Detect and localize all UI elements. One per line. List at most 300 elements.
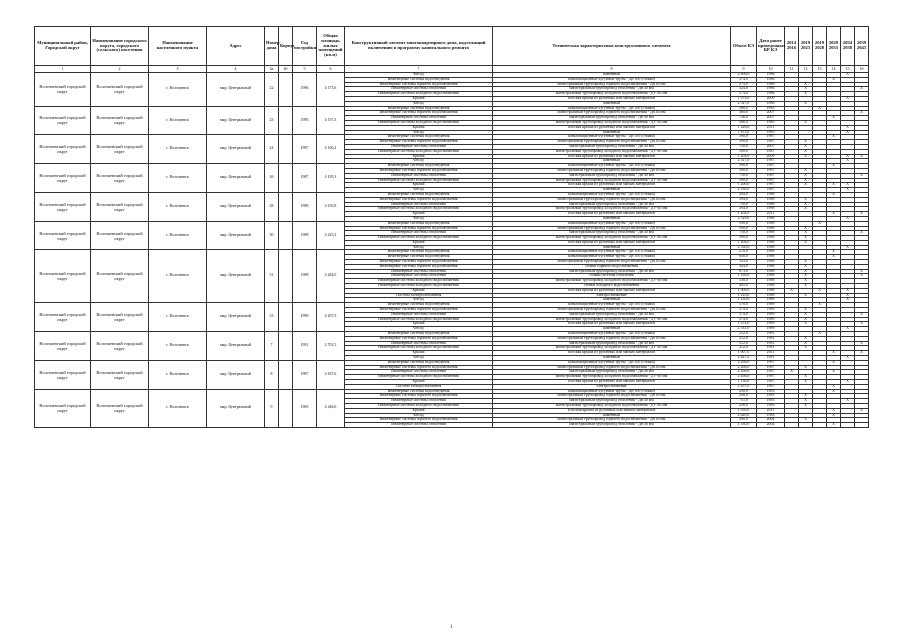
characteristic-cell: канализационные чугунные трубы - Дн 100 (стояки) bbox=[493, 164, 731, 169]
element-cell: Инженерные системы отопления bbox=[345, 116, 493, 121]
volume-cell: 512,0 bbox=[731, 341, 757, 346]
element-cell: Инженерные системы водоотведения bbox=[345, 77, 493, 82]
element-cell: Инженерные системы водоотведения bbox=[345, 192, 493, 197]
prior-repair-date-cell: 1988 bbox=[757, 231, 785, 236]
characteristic-cell: магистральный трубопровод отопления - Дн 40 мм bbox=[493, 399, 731, 404]
header-row bbox=[35, 27, 869, 66]
prior-repair-date-cell: 1987 bbox=[757, 188, 785, 193]
prior-repair-date-cell: 2009 bbox=[757, 96, 785, 101]
characteristic-cell: стояки горячего водоснабжения bbox=[493, 264, 731, 269]
volume-cell: 736,0 bbox=[731, 116, 757, 121]
characteristic-cell: магистральный трубопровод горячего водоснабжения - Дн 40 мм bbox=[493, 308, 731, 313]
characteristic-cell: магистральный трубопровод горячего водоснабжения - Дн 40 мм bbox=[493, 197, 731, 202]
volume-cell: 153,0 bbox=[731, 260, 757, 265]
volume-cell: 405,0 bbox=[731, 284, 757, 289]
element-cell: Инженерные системы водоотведения bbox=[345, 255, 493, 260]
volume-cell: 590,0 bbox=[731, 140, 757, 145]
prior-repair-date-cell: 1987 bbox=[757, 360, 785, 365]
period-2034-2038-cell: X bbox=[841, 298, 855, 303]
district-cell: Волочаевский городской округ bbox=[35, 360, 91, 389]
element-cell: Фасад bbox=[345, 73, 493, 78]
prior-repair-date-cell: 1983 bbox=[757, 403, 785, 408]
period-2019-2023-cell: X bbox=[799, 346, 813, 351]
column-number: 4 bbox=[207, 66, 265, 73]
document-page bbox=[34, 26, 868, 428]
period-2019-2023-cell: X bbox=[799, 365, 813, 370]
page-number: 1 bbox=[450, 625, 453, 630]
address-cell: мкр. Центральный bbox=[207, 221, 265, 250]
prior-repair-date-cell: 1988 bbox=[757, 207, 785, 212]
prior-repair-date-cell: 1987 bbox=[757, 183, 785, 188]
prior-repair-date-cell: 2011 bbox=[757, 351, 785, 356]
column-number: 7 bbox=[345, 66, 493, 73]
period-2019-2023-cell: X bbox=[799, 322, 813, 327]
period-2019-2023-cell: X bbox=[799, 264, 813, 269]
period-2019-2023-cell: X bbox=[799, 394, 813, 399]
element-cell: Инженерные системы горячего водоснабжения bbox=[345, 336, 493, 341]
period-2039-2043-cell bbox=[855, 423, 869, 428]
period-2034-2038-cell: X bbox=[841, 183, 855, 188]
characteristic-cell: магистральный трубопровод горячего водоснабжения - Дн 40 мм bbox=[493, 418, 731, 423]
element-cell: Инженерные системы отопления bbox=[345, 370, 493, 375]
column-header: 2019 2028 bbox=[813, 27, 827, 66]
district-cell: Волочаевский городской округ bbox=[35, 106, 91, 135]
volume-cell: 2 456,0 bbox=[731, 370, 757, 375]
characteristic-cell: магистральный трубопровод холодного водоснабжения - ДУ-40 мм bbox=[493, 207, 731, 212]
characteristic-cell: магистральный трубопровод горячего водоснабжения - Дн 40 мм bbox=[493, 168, 731, 173]
element-cell: Система электроснабжения bbox=[345, 384, 493, 389]
volume-cell: 630,0 bbox=[731, 255, 757, 260]
volume-cell: 2 529,0 bbox=[731, 216, 757, 221]
characteristic-cell: магистральный трубопровод отопления - Дн 40 мм bbox=[493, 202, 731, 207]
element-cell: Инженерные системы горячего водоснабжения bbox=[345, 197, 493, 202]
volume-cell: 574,0 bbox=[731, 317, 757, 322]
column-header: Год постройки bbox=[293, 27, 317, 66]
element-cell: Инженерные системы горячего водоснабжения bbox=[345, 365, 493, 370]
characteristic-cell: плоская крыша из рулонных или мягких материалов bbox=[493, 288, 731, 293]
area-cell: 4 157,3 bbox=[317, 106, 345, 135]
prior-repair-date-cell: 1987 bbox=[757, 140, 785, 145]
prior-repair-date-cell: 2009 bbox=[757, 154, 785, 159]
volume-cell: 2 530,0 bbox=[731, 245, 757, 250]
element-cell: Инженерные системы водоотведения bbox=[345, 106, 493, 111]
prior-repair-date-cell: 1987 bbox=[757, 365, 785, 370]
column-header: 2039 2043 bbox=[855, 27, 869, 66]
period-2014-2016-cell: X bbox=[785, 288, 799, 293]
prior-repair-date-cell: 1987 bbox=[757, 375, 785, 380]
element-cell: Фасад bbox=[345, 356, 493, 361]
characteristic-cell: магистральный трубопровод холодного водоснабжения - ДУ-40 мм bbox=[493, 236, 731, 241]
volume-cell: 2 531,0 bbox=[731, 327, 757, 332]
element-cell: Инженерные системы водоотведения bbox=[345, 360, 493, 365]
prior-repair-date-cell: 1987 bbox=[757, 149, 785, 154]
prior-repair-date-cell: 1988 bbox=[757, 202, 785, 207]
element-cell: Система электроснабжения bbox=[345, 293, 493, 298]
prior-repair-date-cell: 1987 bbox=[757, 370, 785, 375]
period-2029-2033-cell: X bbox=[827, 77, 841, 82]
building-cell bbox=[279, 192, 293, 221]
characteristic-cell: магистральный трубопровод холодного водоснабжения - ДУ-40 мм bbox=[493, 375, 731, 380]
period-2019-2028-cell: X bbox=[813, 288, 827, 293]
prior-repair-date-cell: 2011 bbox=[757, 408, 785, 413]
characteristic-cell: магистральный трубопровод холодного водоснабжения - ДУ-40 мм bbox=[493, 346, 731, 351]
period-2039-2043-cell: X bbox=[855, 341, 869, 346]
period-2019-2023-cell: X bbox=[799, 197, 813, 202]
prior-repair-date-cell: 1988 bbox=[757, 284, 785, 289]
volume-cell: 578,0 bbox=[731, 303, 757, 308]
characteristic-cell: канализационные чугунные трубы - Дн 100 (стояки) bbox=[493, 77, 731, 82]
period-2039-2043-cell: X bbox=[855, 173, 869, 178]
volume-cell: 212,0 bbox=[731, 332, 757, 337]
element-cell: Инженерные системы холодного водоснабжения bbox=[345, 375, 493, 380]
building-cell bbox=[279, 106, 293, 135]
element-cell: Крыша bbox=[345, 154, 493, 159]
period-2019-2023-cell: X bbox=[799, 269, 813, 274]
element-cell: Крыша bbox=[345, 212, 493, 217]
element-cell: Инженерные системы холодного водоснабжения bbox=[345, 317, 493, 322]
period-2034-2038-cell: X bbox=[841, 154, 855, 159]
characteristic-cell: канализационные чугунные трубы - Дн 100 (стояки) bbox=[493, 106, 731, 111]
volume-cell: 590,0 bbox=[731, 168, 757, 173]
year-cell: 1988 bbox=[293, 192, 317, 221]
volume-cell: 574,0 bbox=[731, 92, 757, 97]
period-2034-2038-cell: X bbox=[841, 130, 855, 135]
address-cell: мкр. Центральный bbox=[207, 106, 265, 135]
settlement-cell: Волочаевский городской округ bbox=[91, 332, 149, 361]
prior-repair-date-cell: 1988 bbox=[757, 255, 785, 260]
element-cell: Крыша bbox=[345, 240, 493, 245]
settlement-cell: Волочаевский городской округ bbox=[91, 135, 149, 164]
period-2039-2043-cell: X bbox=[855, 111, 869, 116]
volume-cell: 590,0 bbox=[731, 226, 757, 231]
characteristic-cell: магистральный трубопровод холодного водоснабжения - ДУ-40 мм bbox=[493, 149, 731, 154]
characteristic-cell: магистральный трубопровод горячего водоснабжения - Дн 40 мм bbox=[493, 394, 731, 399]
prior-repair-date-cell: 1988 bbox=[757, 221, 785, 226]
column-number: 5 bbox=[293, 66, 317, 73]
element-cell: Фасад bbox=[345, 130, 493, 135]
characteristic-cell: магистральный трубопровод горячего водоснабжения - Дн 40 мм bbox=[493, 260, 731, 265]
period-2029-2033-cell: X bbox=[827, 370, 841, 375]
area-cell: 4 175,6 bbox=[317, 73, 345, 107]
element-cell: Инженерные системы горячего водоснабжения bbox=[345, 226, 493, 231]
period-2019-2023-cell: X bbox=[799, 101, 813, 106]
period-2019-2028-cell: X bbox=[813, 106, 827, 111]
column-header: Дата ранее проведенных КР КЭ bbox=[757, 27, 785, 66]
element-cell: Инженерные системы холодного водоснабжения bbox=[345, 284, 493, 289]
characteristic-cell: магистральный трубопровод отопления - Дн 40 мм bbox=[493, 144, 731, 149]
address-cell: мкр. Центральный bbox=[207, 73, 265, 107]
element-cell: Крыша bbox=[345, 322, 493, 327]
area-cell: 2 701,5 bbox=[317, 332, 345, 361]
year-cell: 1989 bbox=[293, 303, 317, 332]
prior-repair-date-cell: 1988 bbox=[757, 288, 785, 293]
period-2019-2023-cell: X bbox=[799, 140, 813, 145]
prior-repair-date-cell: 1986 bbox=[757, 92, 785, 97]
volume-cell: 750,0 bbox=[731, 173, 757, 178]
characteristic-cell: плоская крыша из рулонных или мягких материалов bbox=[493, 183, 731, 188]
area-cell: 4 207,9 bbox=[317, 303, 345, 332]
district-cell: Волочаевский городской округ bbox=[35, 135, 91, 164]
column-number: 4а bbox=[265, 66, 279, 73]
element-cell: Инженерные системы горячего водоснабжения bbox=[345, 308, 493, 313]
characteristic-cell: магистральный трубопровод горячего водоснабжения - Дн 40 мм bbox=[493, 226, 731, 231]
element-cell: Инженерные системы холодного водоснабжения bbox=[345, 279, 493, 284]
locality-cell: г. Волочаевск bbox=[149, 360, 207, 389]
prior-repair-date-cell: 1988 bbox=[757, 298, 785, 303]
area-cell: 4 167,6 bbox=[317, 360, 345, 389]
building-cell bbox=[279, 250, 293, 303]
prior-repair-date-cell: 1986 bbox=[757, 73, 785, 78]
column-number: 2 bbox=[91, 66, 149, 73]
prior-repair-date-cell: 1988 bbox=[757, 269, 785, 274]
volume-cell: 580,0 bbox=[731, 120, 757, 125]
period-2019-2023-cell: X bbox=[799, 317, 813, 322]
column-number: 4б bbox=[279, 66, 293, 73]
characteristic-cell: канализационные чугунные трубы - Дн 100 (стояки) bbox=[493, 255, 731, 260]
period-2034-2038-cell: X bbox=[841, 159, 855, 164]
volume-cell: 590,0 bbox=[731, 221, 757, 226]
house-number-cell: 23 bbox=[265, 106, 279, 135]
characteristic-cell: магистральный трубопровод горячего водоснабжения - Дн 40 мм bbox=[493, 82, 731, 87]
volume-cell: 590,0 bbox=[731, 236, 757, 241]
capital-repair-table bbox=[34, 26, 869, 428]
prior-repair-date-cell: 1988 bbox=[757, 293, 785, 298]
prior-repair-date-cell: 1981 bbox=[757, 346, 785, 351]
locality-cell: г. Волочаевск bbox=[149, 73, 207, 107]
element-cell: Крыша bbox=[345, 380, 493, 385]
element-cell: Инженерные системы водоотведения bbox=[345, 250, 493, 255]
prior-repair-date-cell: 1981 bbox=[757, 332, 785, 337]
period-2029-2033-cell: X bbox=[827, 250, 841, 255]
element-cell: Инженерные системы отопления bbox=[345, 269, 493, 274]
period-2019-2023-cell: X bbox=[799, 293, 813, 298]
locality-cell: г. Волочаевск bbox=[149, 106, 207, 135]
area-cell: 4 150,8 bbox=[317, 192, 345, 221]
volume-cell: 751,0 bbox=[731, 399, 757, 404]
locality-cell: г. Волочаевск bbox=[149, 250, 207, 303]
period-2039-2043-cell: X bbox=[855, 408, 869, 413]
house-number-cell: 26 bbox=[265, 164, 279, 193]
element-cell: Инженерные системы холодного водоснабжения bbox=[345, 149, 493, 154]
settlement-cell: Волочаевский городской округ bbox=[91, 192, 149, 221]
characteristic-cell: магистральный трубопровод отопления - Дн 40 мм bbox=[493, 312, 731, 317]
settlement-cell: Волочаевский городской округ bbox=[91, 360, 149, 389]
area-cell: 4 195,3 bbox=[317, 164, 345, 193]
settlement-cell: Волочаевский городской округ bbox=[91, 389, 149, 427]
element-cell: Инженерные системы отопления bbox=[345, 274, 493, 279]
volume-cell: 2 456,0 bbox=[731, 365, 757, 370]
element-cell: Инженерные системы водоотведения bbox=[345, 389, 493, 394]
characteristic-cell: электроснабжение bbox=[493, 293, 731, 298]
period-2039-2043-cell: X bbox=[855, 351, 869, 356]
locality-cell: г. Волочаевск bbox=[149, 389, 207, 427]
volume-cell: 2 530,0 bbox=[731, 188, 757, 193]
volume-cell: 1 500,0 bbox=[731, 288, 757, 293]
address-cell: мкр. Центральный bbox=[207, 250, 265, 303]
element-cell: Инженерные системы отопления bbox=[345, 341, 493, 346]
volume-cell: 590,0 bbox=[731, 178, 757, 183]
volume-cell: 750,0 bbox=[731, 231, 757, 236]
year-cell: 1988 bbox=[293, 221, 317, 250]
building-cell bbox=[279, 221, 293, 250]
building-cell bbox=[279, 360, 293, 389]
column-number: 9 bbox=[731, 66, 757, 73]
characteristic-cell: магистральный трубопровод отопления - Дн 40 мм bbox=[493, 269, 731, 274]
period-2019-2023-cell: X bbox=[799, 226, 813, 231]
settlement-cell: Волочаевский городской округ bbox=[91, 164, 149, 193]
period-2014-2016-cell: X bbox=[785, 370, 799, 375]
characteristic-cell: магистральный трубопровод горячего водоснабжения - Дн 40 мм bbox=[493, 365, 731, 370]
characteristic-cell: плоская крыша из рулонных или мягких материалов bbox=[493, 322, 731, 327]
period-2039-2043-cell: X bbox=[855, 231, 869, 236]
locality-cell: г. Волочаевск bbox=[149, 303, 207, 332]
element-cell: Инженерные системы отопления bbox=[345, 231, 493, 236]
period-2019-2028-cell: X bbox=[813, 332, 827, 337]
volume-cell: 574,0 bbox=[731, 308, 757, 313]
characteristic-cell: канализационные чугунные трубы - Дн 100 (стояки) bbox=[493, 192, 731, 197]
characteristic-cell: магистральный трубопровод горячего водоснабжения - Дн 40 мм bbox=[493, 140, 731, 145]
period-2029-2033-cell: X bbox=[827, 384, 841, 389]
volume-cell: 1 230,0 bbox=[731, 298, 757, 303]
prior-repair-date-cell: 1987 bbox=[757, 164, 785, 169]
locality-cell: г. Волочаевск bbox=[149, 164, 207, 193]
characteristic-cell: магистральный трубопровод отопления - Дн 40 мм bbox=[493, 116, 731, 121]
volume-cell: 324,0 bbox=[731, 87, 757, 92]
period-2034-2038-cell: X bbox=[841, 188, 855, 193]
characteristic-cell: плоская крыша из рулонных или мягких материалов bbox=[493, 351, 731, 356]
element-cell: Инженерные системы отопления bbox=[345, 173, 493, 178]
volume-cell: 1 200,0 bbox=[731, 183, 757, 188]
district-cell: Волочаевский городской округ bbox=[35, 221, 91, 250]
period-2029-2033-cell: X bbox=[827, 192, 841, 197]
prior-repair-date-cell: 1988 bbox=[757, 240, 785, 245]
area-cell: 4 246,6 bbox=[317, 389, 345, 427]
element-cell: Фасад bbox=[345, 413, 493, 418]
element-cell: Инженерные системы отопления bbox=[345, 144, 493, 149]
period-2034-2038-cell: X bbox=[841, 327, 855, 332]
period-2034-2038-cell: X bbox=[841, 399, 855, 404]
volume-cell: 574,0 bbox=[731, 82, 757, 87]
element-cell: Фасад bbox=[345, 298, 493, 303]
characteristic-cell: канализационные чугунные трубы - Дн 100 (стояки) bbox=[493, 332, 731, 337]
volume-cell: 1 204,0 bbox=[731, 212, 757, 217]
volume-cell: 2 527,0 bbox=[731, 101, 757, 106]
element-cell: Крыша bbox=[345, 288, 493, 293]
period-2019-2023-cell: X bbox=[799, 375, 813, 380]
period-2029-2033-cell: X bbox=[827, 351, 841, 356]
volume-cell: 1 130,0 bbox=[731, 380, 757, 385]
element-cell: Инженерные системы горячего водоснабжения bbox=[345, 418, 493, 423]
element-cell: Крыша bbox=[345, 125, 493, 130]
prior-repair-date-cell: 1989 bbox=[757, 327, 785, 332]
district-cell: Волочаевский городской округ bbox=[35, 164, 91, 193]
address-cell: мкр. Центральный bbox=[207, 360, 265, 389]
period-2019-2023-cell: X bbox=[799, 240, 813, 245]
column-header: Наименование населенного пункта bbox=[149, 27, 207, 66]
volume-cell: 590,0 bbox=[731, 135, 757, 140]
characteristic-cell: Плоская крыша из рулонных или мягких материалов bbox=[493, 408, 731, 413]
volume-cell: 212,0 bbox=[731, 346, 757, 351]
period-2019-2023-cell: X bbox=[799, 260, 813, 265]
prior-repair-date-cell: 1987 bbox=[757, 173, 785, 178]
prior-repair-date-cell: 1989 bbox=[757, 308, 785, 313]
characteristic-cell: каменный bbox=[493, 298, 731, 303]
house-number-cell: 24 bbox=[265, 135, 279, 164]
element-cell: Крыша bbox=[345, 351, 493, 356]
address-cell: мкр. Центральный bbox=[207, 192, 265, 221]
element-cell: Инженерные системы холодного водоснабжения bbox=[345, 346, 493, 351]
characteristic-cell: канализационные чугунные трубы - Дн 100 (стояки) bbox=[493, 221, 731, 226]
characteristic-cell: каменный bbox=[493, 216, 731, 221]
prior-repair-date-cell: 1989 bbox=[757, 303, 785, 308]
period-2019-2023-cell: X bbox=[799, 279, 813, 284]
district-cell: Волочаевский городской округ bbox=[35, 73, 91, 107]
column-header: Корпус bbox=[279, 27, 293, 66]
period-2029-2033-cell: X bbox=[827, 135, 841, 140]
element-cell: Крыша bbox=[345, 96, 493, 101]
column-header: Номер дома bbox=[265, 27, 279, 66]
period-2019-2023-cell: X bbox=[799, 399, 813, 404]
settlement-cell: Волочаевский городской округ bbox=[91, 73, 149, 107]
year-cell: 1987 bbox=[293, 135, 317, 164]
house-number-cell: 7 bbox=[265, 332, 279, 361]
prior-repair-date-cell: 2004 bbox=[757, 423, 785, 428]
element-cell: Инженерные системы горячего водоснабжения bbox=[345, 264, 493, 269]
element-cell: Фасад bbox=[345, 188, 493, 193]
period-2019-2023-cell: X bbox=[799, 202, 813, 207]
volume-cell: 1 204,0 bbox=[731, 240, 757, 245]
period-2019-2023-cell: X bbox=[799, 144, 813, 149]
characteristic-cell: магистральный трубопровод отопления - Дн 40 мм bbox=[493, 341, 731, 346]
characteristic-cell: канализационные чугунные трубы - Дн 100 (стояки) bbox=[493, 303, 731, 308]
prior-repair-date-cell: 2011 bbox=[757, 212, 785, 217]
period-2019-2023-cell: X bbox=[799, 403, 813, 408]
period-2034-2038-cell: X bbox=[841, 293, 855, 298]
period-2034-2038-cell: X bbox=[841, 73, 855, 78]
characteristic-cell: каменный bbox=[493, 327, 731, 332]
period-2029-2033-cell: X bbox=[827, 360, 841, 365]
prior-repair-date-cell: 1989 bbox=[757, 317, 785, 322]
prior-repair-date-cell: 1988 bbox=[757, 226, 785, 231]
area-cell: 4 160,2 bbox=[317, 135, 345, 164]
period-2029-2033-cell: X bbox=[827, 413, 841, 418]
column-number: 10 bbox=[757, 66, 785, 73]
prior-repair-date-cell: 1981 bbox=[757, 356, 785, 361]
characteristic-cell: магистральный трубопровод отопления - Дн 40 мм bbox=[493, 423, 731, 428]
house-number-cell: 9 bbox=[265, 389, 279, 427]
prior-repair-date-cell: 1988 bbox=[757, 279, 785, 284]
volume-cell: 594,0 bbox=[731, 207, 757, 212]
prior-repair-date-cell: 1985 bbox=[757, 120, 785, 125]
building-cell bbox=[279, 135, 293, 164]
district-cell: Волочаевский городской округ bbox=[35, 250, 91, 303]
locality-cell: г. Волочаевск bbox=[149, 135, 207, 164]
prior-repair-date-cell: 1988 bbox=[757, 216, 785, 221]
element-cell: Инженерные системы горячего водоснабжения bbox=[345, 394, 493, 399]
prior-repair-date-cell: 1988 bbox=[757, 264, 785, 269]
prior-repair-date-cell: 1987 bbox=[757, 135, 785, 140]
element-cell: Инженерные системы горячего водоснабжения bbox=[345, 140, 493, 145]
characteristic-cell: магистральный трубопровод холодного водоснабжения - ДУ-40 мм bbox=[493, 178, 731, 183]
period-2039-2043-cell: X bbox=[855, 212, 869, 217]
period-2019-2028-cell: X bbox=[813, 221, 827, 226]
prior-repair-date-cell: 1989 bbox=[757, 322, 785, 327]
characteristic-cell: канализационные чугунные трубы - Дн 100 (стояки) bbox=[493, 135, 731, 140]
year-cell: 1988 bbox=[293, 250, 317, 303]
column-number: 12 bbox=[799, 66, 813, 73]
element-cell: Инженерные системы горячего водоснабжения bbox=[345, 82, 493, 87]
element-cell: Инженерные системы холодного водоснабжения bbox=[345, 403, 493, 408]
